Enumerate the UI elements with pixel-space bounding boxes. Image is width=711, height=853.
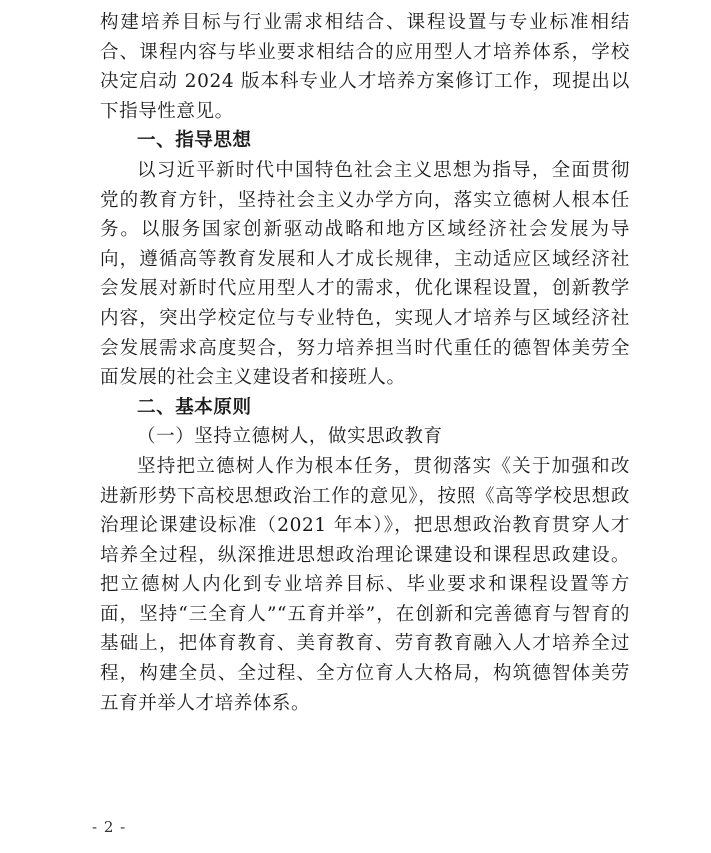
guiding-ideology-paragraph: 以习近平新时代中国特色社会主义思想为指导，全面贯彻党的教育方针，坚持社会主义办学方向，落实立德树人根本任务。以服务国家创新驱动战略和地方区域经济社会发展为导向，遵循高等教育发展和人才成长规律，主动适应区域经济社会发展对新时代应用型人才的需求，优化课程设置，创新教学内容，突出学校定位与专业特色，实现人才培养与区域经济社会发展需求高度契合，努力培养担当时代重任的德智体美劳全面发展的社会主义建设者和接班人。 (100, 159, 630, 389)
moral-education-paragraph: 坚持把立德树人作为根本任务，贯彻落实《关于加强和改进新形势下高校思想政治工作的意见》，按照《高等学校思想政治理论课建设标准（2021 年本）》，把思想政治教育贯穿人才培养全过程，纵深推进思想政治理论课建设和课程思政建设。把立德树人内化到专业培养目标、毕业要求和课程设置等方面，坚持“三全育人”“五育并举”，在创新和完善德育与智育的基础上，把体育教育、美育教育、劳育教育融入人才培养全过程，构建全员、全过程、全方位育人大格局，构筑德智体美劳五育并举人才培养体系。 (100, 455, 630, 714)
body-text-top (100, 8, 630, 718)
section-heading-basic-principles: 二、基本原则 (137, 396, 252, 418)
intro-paragraph: 构建培养目标与行业需求相结合、课程设置与专业标准相结合、课程内容与毕业要求相结合的应用型人才培养体系，学校决定启动 2024 版本科专业人才培养方案修订工作，现提出以下指导性意见。 (100, 12, 630, 122)
subsection-heading-moral-education: （一）坚持立德树人，做实思政教育 (137, 426, 443, 448)
page-number: - 2 - (92, 818, 127, 836)
section-heading-guiding-ideology: 一、指导思想 (137, 130, 252, 152)
